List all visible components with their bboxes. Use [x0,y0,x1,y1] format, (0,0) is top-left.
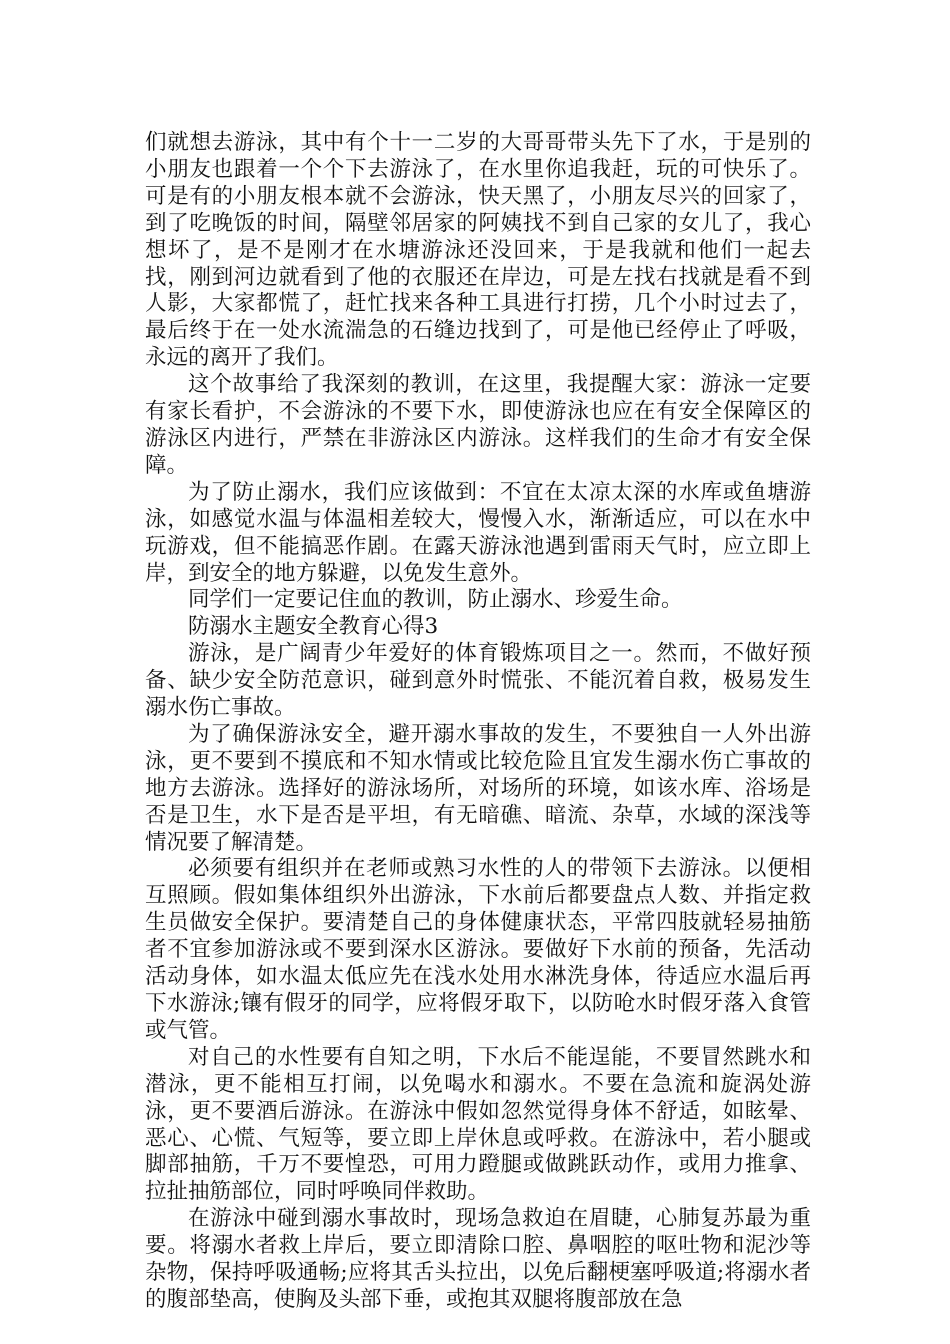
paragraph-2: 这个故事给了我深刻的教训，在这里，我提醒大家：游泳一定要有家长看护，不会游泳的不要下水，即使游泳也应在有安全保障区的游泳区内进行，严禁在非游泳区内游泳。这样我们的生命才有安全保障。 [145,372,811,478]
paragraph-7: 必须要有组织并在老师或熟习水性的人的带领下去游泳。以便相互照顾。假如集体组织外出游泳，下水前后都要盘点人数、并指定救生员做安全保护。要清楚自己的身体健康状态，平常四肢就轻易抽筋者不宜参加游泳或不要到深水区游泳。要做好下水前的预备，先活动活动身体，如水温太低应先在浅水处用水淋洗身体，待适应水温后再下水游泳;镶有假牙的同学，应将假牙取下，以防呛水时假牙落入食管或气管。 [145,856,811,1043]
paragraph-3: 为了防止溺水，我们应该做到：不宜在太凉太深的水库或鱼塘游泳，如感觉水温与体温相差较大，慢慢入水，渐渐适应，可以在水中玩游戏，但不能搞恶作剧。在露天游泳池遇到雷雨天气时，应立即上岸，到安全的地方躲避，以免发生意外。 [145,479,811,586]
paragraph-4: 同学们一定要记住血的教训，防止溺水、珍爱生命。 [188,587,683,613]
paragraph-5: 游泳，是广阔青少年爱好的体育锻炼项目之一。然而，不做好预备、缺少安全防范意识，碰到意外时慌张、不能沉着自救，极易发生溺水伤亡事故。 [145,641,811,721]
paragraph-9: 在游泳中碰到溺水事故时，现场急救迫在眉睫，心肺复苏最为重要。将溺水者救上岸后，要立即清除口腔、鼻咽腔的呕吐物和泥沙等杂物，保持呼吸通畅;应将其舌头拉出，以免后翻梗塞呼吸道;将溺水者的腹部垫高，使胸及头部下垂，或抱其双腿将腹部放在急 [145,1206,811,1312]
document-body [145,130,811,1314]
paragraph-6: 为了确保游泳安全，避开溺水事故的发生，不要独自一人外出游泳，更不要到不摸底和不知水情或比较危险且宜发生溺水伤亡事故的地方去游泳。选择好的游泳场所，对场所的环境，如该水库、浴场是否是卫生，水下是否是平坦，有无暗礁、暗流、杂草，水域的深浅等情况要了解清楚。 [145,721,811,855]
section-heading: 防溺水主题安全教育心得3 [188,614,439,640]
paragraph-8: 对自己的水性要有自知之明，下水后不能逞能，不要冒然跳水和潜泳，更不能相互打闹，以免喝水和溺水。不要在急流和旋涡处游泳，更不要酒后游泳。在游泳中假如忽然觉得身体不舒适，如眩晕、恶心、心慌、气短等，要立即上岸休息或呼救。在游泳中，若小腿或脚部抽筋，千万不要惶恐，可用力蹬腿或做跳跃动作，或用力推拿、拉扯抽筋部位，同时呼唤同伴救助。 [145,1044,811,1205]
paragraph-1: 们就想去游泳，其中有个十一二岁的大哥哥带头先下了水，于是别的小朋友也跟着一个个下去游泳了，在水里你追我赶，玩的可快乐了。可是有的小朋友根本就不会游泳，快天黑了，小朋友尽兴的回家了，到了吃晚饭的时间，隔壁邻居家的阿姨找不到自己家的女儿了，我心想坏了，是不是刚才在水塘游泳还没回来，于是我就和他们一起去找，刚到河边就看到了他的衣服还在岸边，可是左找右找就是看不到人影，大家都慌了，赶忙找来各种工具进行打捞，几个小时过去了，最后终于在一处水流湍急的石缝边找到了，可是他已经停止了呼吸，永远的离开了我们。 [145,130,811,371]
